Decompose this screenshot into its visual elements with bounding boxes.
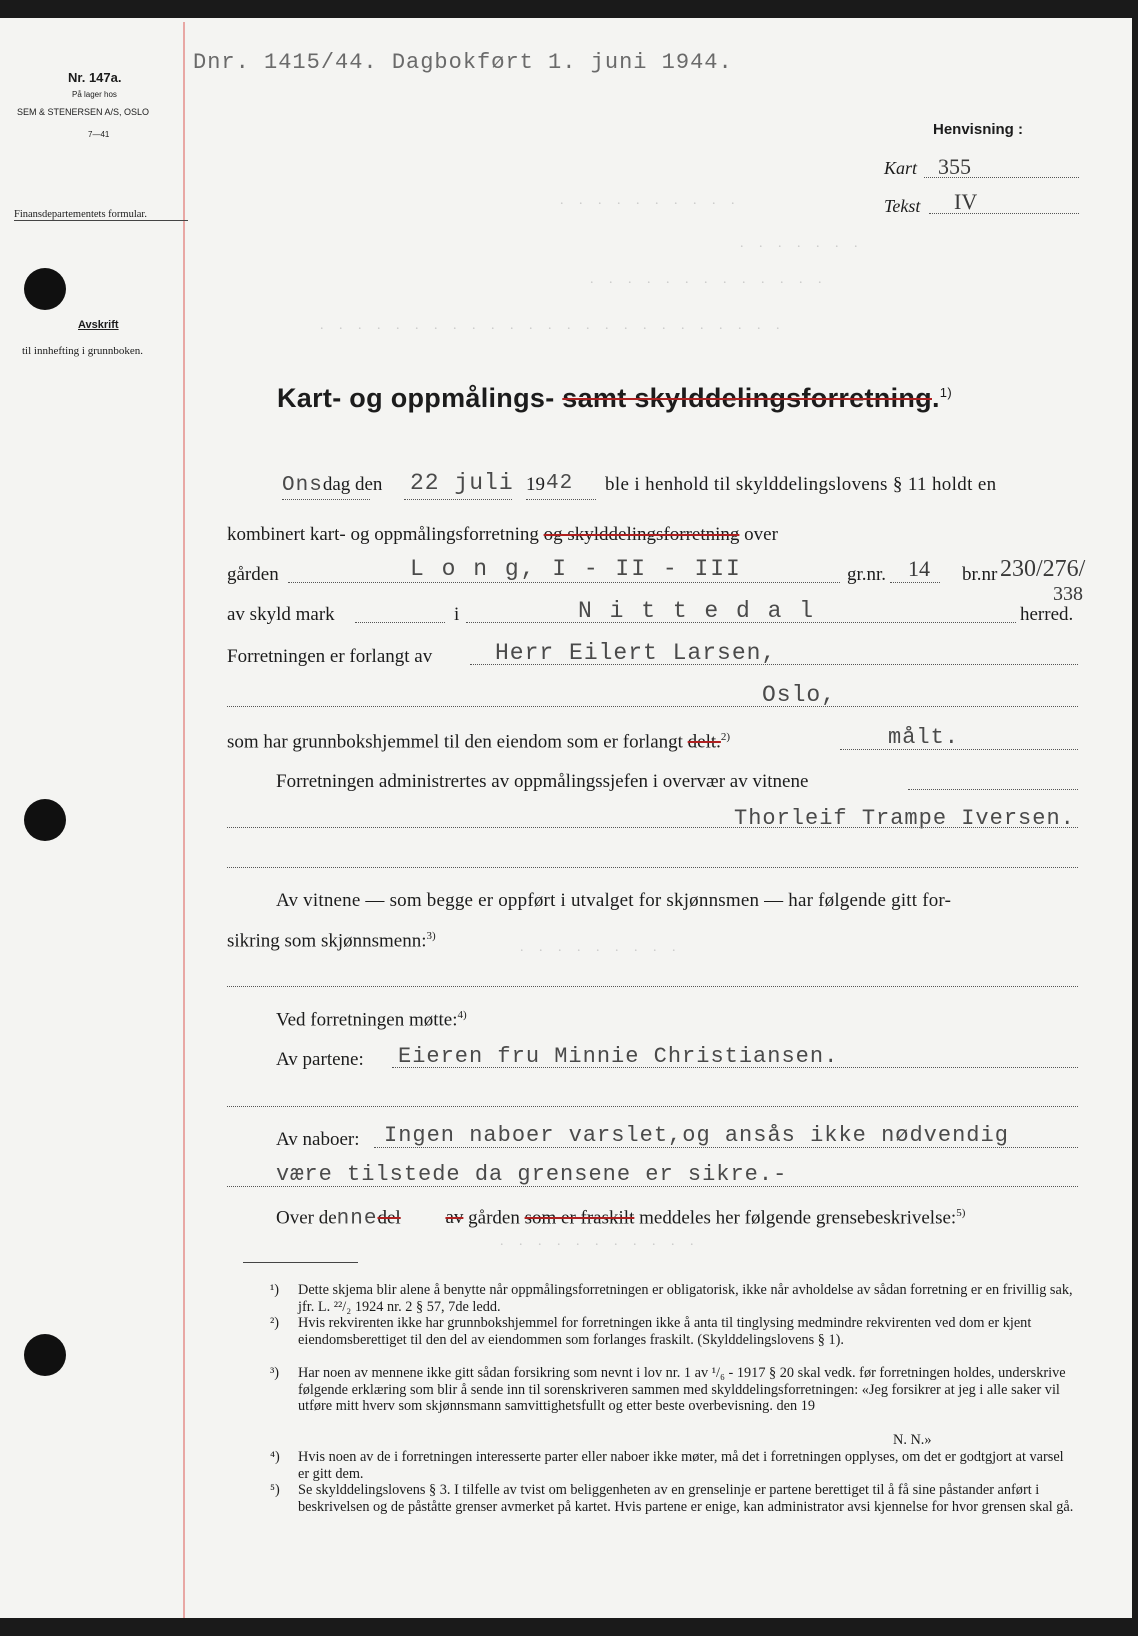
i-label: i [454,604,460,625]
hjemmel-value: målt. [888,725,960,750]
brnr-value: 230/276/ [1000,556,1086,582]
date-value: 22 juli [410,470,514,496]
dotted-line [227,867,1078,868]
tekst-value: IV [954,189,978,214]
grnr-label: gr.nr. [847,564,887,585]
faint-mark: . . . . . . . [740,236,864,251]
dotted-line [526,499,596,500]
herred-value: N i t t e d a l [578,598,816,624]
partene-label: Av partene: [276,1049,364,1070]
tekst-label: Tekst [884,196,921,216]
dotted-line [227,706,1078,707]
margin-rule [183,22,185,1618]
faint-mark: . . . . . . . . . . . . . . . . . . . . . . . . . [320,318,786,333]
dotted-line [890,582,940,583]
vitner-line1: Av vitnene — som begge er oppført i utvalget for skjønnsmen — har følgende gitt for- [276,890,952,911]
faint-mark: . . . . . . . . . . . . . [590,272,828,287]
kart-label: Kart [884,158,918,178]
punch-hole [24,1334,66,1376]
hjemmel-struck: delt. [687,731,721,753]
avskrift-label: Avskrift [78,319,119,331]
partene-value: Eieren fru Minnie Christiansen. [398,1044,839,1069]
intro-line [282,474,382,497]
forlangt-value2: Oslo, [762,682,837,708]
naboer-label: Av naboer: [276,1129,360,1150]
faint-mark: . . . . . . . . . . . [500,1234,700,1249]
faint-mark: . . . . . . . . . [520,940,682,955]
forlangt-value: Herr Eilert Larsen, [495,640,777,666]
line2-struck: og skylddelingsforretning [543,524,740,545]
dotted-line [355,622,445,623]
naboer-value: Ingen naboer varslet,og ansås ikke nødvendig [384,1123,1009,1148]
tekst-line [929,213,1079,214]
day-suffix: dag den [322,474,383,495]
forlangt-label: Forretningen er forlangt av [227,646,433,667]
over-line: Over dennedel av gården som er fraskilt meddeles her følgende grensebeskrivelse:$^{5)}$ [276,1207,966,1231]
day-prefix: Ons [282,474,323,497]
brnr-value2: 338 [1053,583,1083,605]
hjemmel-line: som har grunnbokshjemmel til den eiendom som er forlangt delt.$^{2)}$ [227,731,731,753]
line2: kombinert kart- og oppmålingsforretning og skylddelingsforretning over [227,524,778,545]
naboer-value2: være tilstede da grensene er sikre.- [276,1162,788,1187]
skyld-label: av skyld mark [227,604,335,625]
garden-label: gården [227,564,279,585]
herred-label: herred. [1020,604,1074,625]
dotted-line [288,582,840,583]
form-label: Finansdepartementets formular. [14,209,188,221]
document-title: Kart- og oppmålings- samt skylddelingsforretning.$^{1)}$ [277,383,952,413]
publisher-line2: SEM & STENERSEN A/S, OSLO [17,107,150,117]
grnr-value: 14 [908,556,930,581]
garden-value: L o n g, I - II - III [410,556,742,582]
publisher-line1: På lager hos [72,90,117,99]
dotted-line [227,986,1078,987]
avskrift-note: til innhefting i grunnboken. [22,345,143,357]
punch-hole [24,799,66,841]
vitner-line2: sikring som skjønnsmenn:$^{3)}$ [227,930,436,952]
dotted-line [282,499,370,500]
dotted-line [227,1106,1078,1107]
footnote-divider [243,1262,358,1263]
motte-label: Ved forretningen møtte:$^{4)}$ [276,1009,467,1031]
dotted-line [404,499,512,500]
kart-value: 355 [938,154,971,179]
intro-rest: ble i henhold til skylddelingslovens § 11 holdt en [605,474,997,495]
dotted-line [908,789,1078,790]
typed-reference: Dnr. 1415/44. Dagbokført 1. juni 1944. [193,50,733,75]
year-prefix: 19 [526,474,545,495]
title-struck-text: samt skylddelingsforretning [562,383,932,413]
publisher-date: 7—41 [88,130,110,139]
henvisning-label: Henvisning : [933,121,1024,138]
faint-mark: . . . . . . . . . . [560,193,741,208]
year-value: 42 [546,472,574,495]
brnr-label: br.nr [962,564,998,585]
form-number: Nr. 147a. [68,70,122,85]
punch-hole [24,268,66,310]
witness-value: Thorleif Trampe Iversen. [734,806,1075,831]
admin-text: Forretningen administrertes av oppmålingssjefen i overvær av vitnene [276,771,809,792]
